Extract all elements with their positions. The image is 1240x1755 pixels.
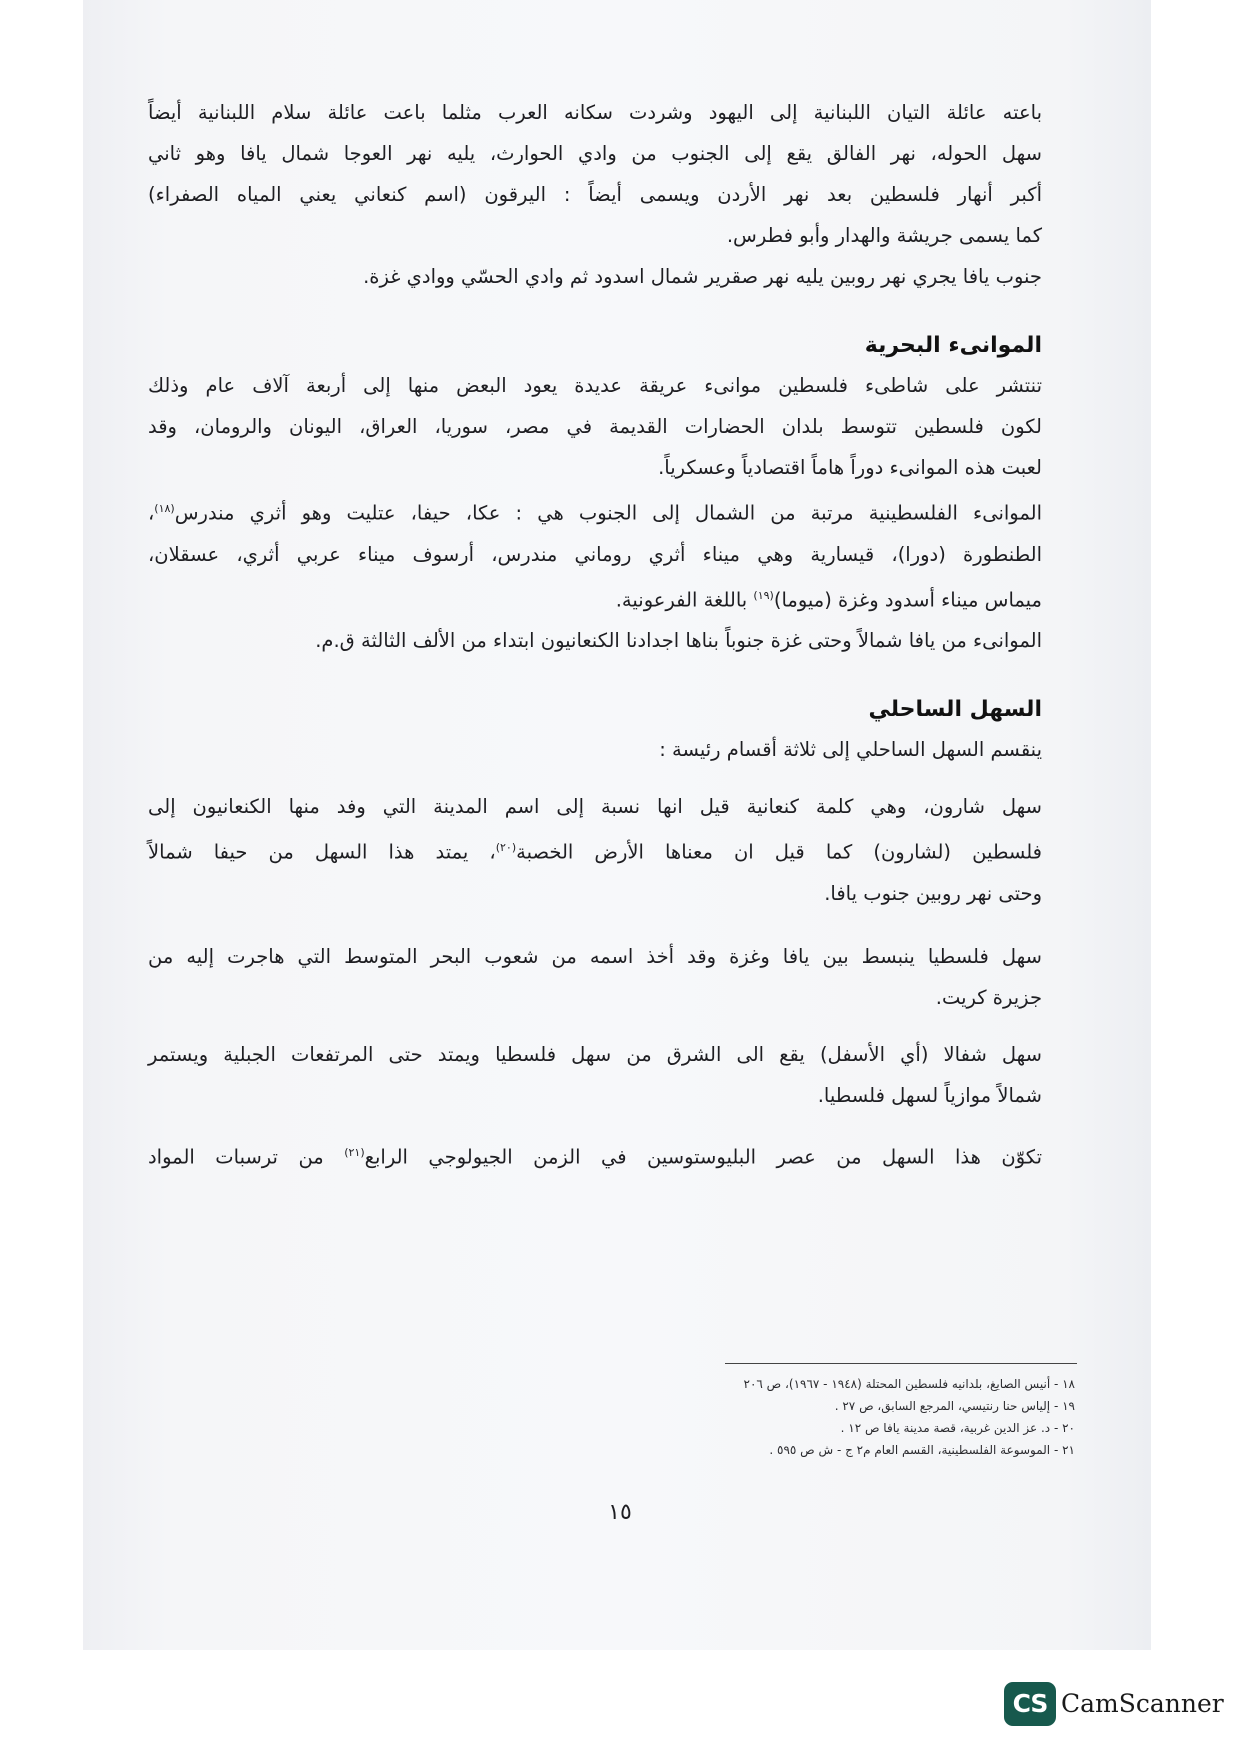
text-line: ينقسم السهل الساحلي إلى ثلاثة أقسام رئيسة : (659, 738, 1042, 761)
text-line: باعته عائلة التيان اللبنانية إلى اليهود وشردت سكانه العرب مثلما باعت عائلة سلام اللبنانية أيضاً (148, 101, 1042, 124)
heading-ports: الموانىء البحرية (864, 333, 1042, 358)
text-line (148, 488, 1042, 534)
line-text-end: باللغة الفرعونية. (615, 588, 754, 611)
text-line: لكون فلسطين تتوسط بلدان الحضارات القديمة في مصر، سوريا، العراق، اليونان والرومان، وقد (148, 415, 1042, 438)
line-text-end: ، يمتد هذا السهل من حيفا شمالاً (148, 840, 496, 864)
line-text: ميماس ميناء أسدود وغزة (ميوما) (773, 588, 1042, 611)
footnotes (600, 1373, 1075, 1461)
page-body (148, 92, 1042, 1177)
paragraph-south-rivers (148, 256, 1042, 297)
text-line: تنتشر على شاطىء فلسطين موانىء عريقة عديدة يعود البعض منها إلى أربعة آلاف عام وذلك (148, 374, 1042, 397)
text-line: سهل شارون، وهي كلمة كنعانية قيل انها نسبة إلى اسم المدينة التي وفد منها الكنعانيون إلى (148, 795, 1042, 818)
text-line: وحتى نهر روبين جنوب يافا. (824, 881, 1042, 905)
line-text: الموانىء الفلسطينية مرتبة من الشمال إلى الجنوب هي : عكا، حيفا، عتليت وهو أثري مندرس (174, 501, 1042, 525)
footnote-20: ٢٠ - د. عز الدين غربية، قصة مدينة يافا ص ١٢ . (840, 1421, 1075, 1435)
footnote-ref: (٢٠) (495, 841, 517, 854)
paragraph-sharon (148, 786, 1042, 914)
paragraph-shephelah (148, 1034, 1042, 1116)
text-line (148, 575, 1042, 621)
footnote-ref: (١٨) (154, 502, 175, 515)
footnote-19: ١٩ - إلياس حنا رنتيسي، المرجع السابق، ص ٢٧ . (834, 1399, 1075, 1413)
line-text: تكوّن هذا السهل من عصر البليوستوسين في الزمن الجيولوجي الرابع (364, 1145, 1042, 1168)
text-line: الموانىء من يافا شمالاً وحتى غزة جنوباً بناها اجدادنا الكنعانيون ابتداء من الألف الثالثة ق.م. (315, 629, 1042, 652)
paragraph-coast-intro (148, 729, 1042, 770)
text-line: سهل فلسطيا ينبسط بين يافا وغزة وقد أخذ اسمه من شعوب البحر المتوسط التي هاجرت إليه من (148, 944, 1042, 968)
text-line (148, 1132, 1042, 1178)
text-line: كما يسمى جريشة والهدار وأبو فطرس. (726, 224, 1042, 247)
text-line: لعبت هذه الموانىء دوراً هاماً اقتصادياً وعسكرياً. (658, 456, 1042, 479)
line-text: فلسطين (لشارون) كما قيل ان معناها الأرض الخصبة (516, 840, 1042, 864)
text-line: سهل شفالا (أي الأسفل) يقع الى الشرق من سهل فلسطيا ويمتد حتى المرتفعات الجبلية ويستمر (148, 1042, 1042, 1066)
page-number: ١٥ (608, 1500, 632, 1525)
text-line: أكبر أنهار فلسطين بعد نهر الأردن ويسمى أيضاً : اليرقون (اسم كنعاني يعني المياه الصفراء) (148, 183, 1042, 206)
text-line: جنوب يافا يجري نهر روبين يليه نهر صقرير شمال اسدود ثم وادي الحسّي ووادي غزة. (363, 265, 1042, 288)
camscanner-logo-icon: CS (1004, 1682, 1056, 1726)
paragraph-geology (148, 1132, 1042, 1178)
paragraph-ports-builders (148, 620, 1042, 661)
paragraph-ports-intro (148, 365, 1042, 488)
footnote-ref: (١٩) (753, 588, 774, 602)
paragraph-ports-list (148, 488, 1042, 620)
text-line (148, 827, 1042, 873)
footnote-ref: (٢١) (344, 1145, 365, 1159)
camscanner-brand: CamScanner (1061, 1689, 1224, 1718)
text-line: سهل الحوله، نهر الفالق يقع إلى الجنوب من وادي الحوارث، يليه نهر العوجا شمال يافا وهو ثاني (148, 142, 1042, 165)
text-line: الطنطورة (دورا)، قيسارية وهي ميناء أثري روماني مندرس، أرسوف ميناء عربي أثري، عسقلان، (148, 542, 1042, 566)
line-text-end: ، (148, 501, 155, 525)
paragraph-philistia (148, 936, 1042, 1018)
heading-coastal-plain: السهل الساحلي (868, 697, 1042, 722)
text-line: شمالاً موازياً لسهل فلسطيا. (817, 1083, 1042, 1107)
paragraph-rivers (148, 92, 1042, 256)
text-line: جزيرة كريت. (935, 985, 1042, 1009)
footnote-18: ١٨ - أنيس الصايغ، بلدانيه فلسطين المحتلة (١٩٤٨ - ١٩٦٧)، ص ٢٠٦ (743, 1377, 1075, 1391)
footnote-21: ٢١ - الموسوعة الفلسطينية، القسم العام م٢ ج - ش ص ٥٩٥ . (769, 1443, 1075, 1457)
line-text-end: من ترسبات المواد (148, 1145, 345, 1168)
footnote-divider (725, 1363, 1077, 1364)
